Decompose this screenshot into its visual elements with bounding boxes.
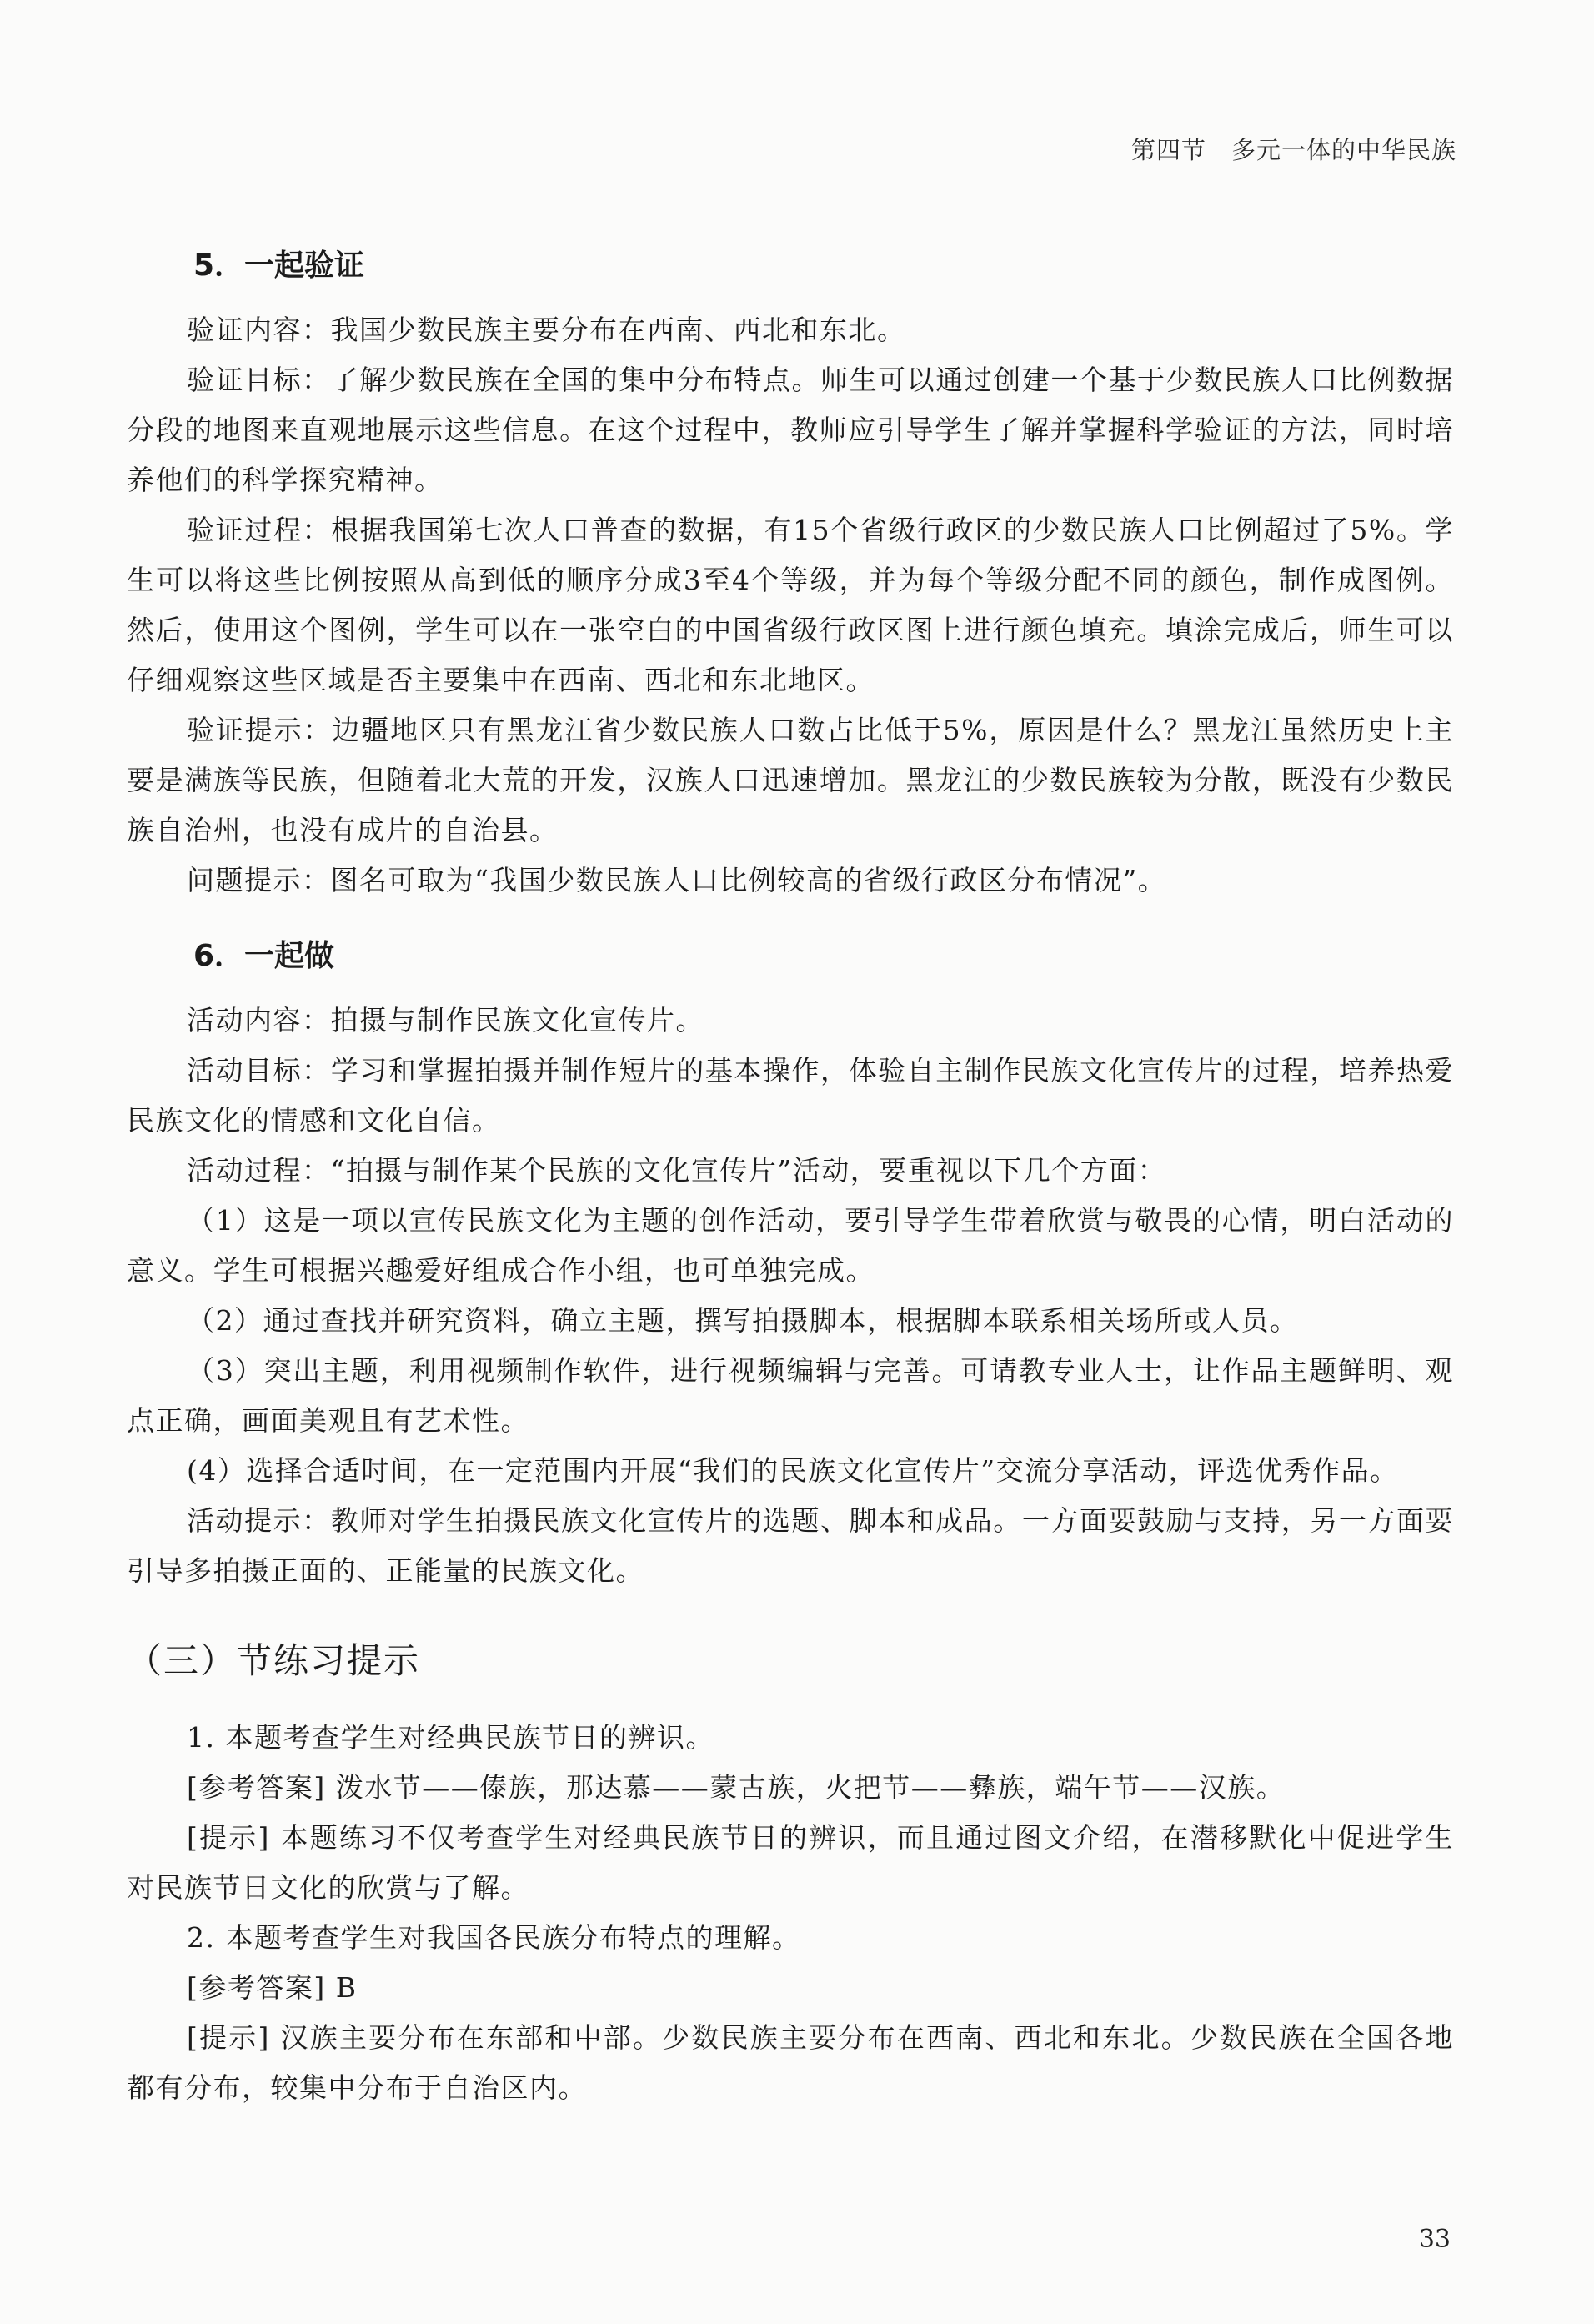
paragraph: [提示] 汉族主要分布在东部和中部。少数民族主要分布在西南、西北和东北。少数民族在全国各地都有分布，较集中分布于自治区内。 xyxy=(127,2021,1454,2104)
page-number: 33 xyxy=(1418,2225,1451,2254)
paragraph: 2. 本题考查学生对我国各民族分布特点的理解。 xyxy=(187,1921,801,1954)
paragraph: 验证目标：了解少数民族在全国的集中分布特点。师生可以通过创建一个基于少数民族人口比例数据分段的地图来直观地展示这些信息。在这个过程中，教师应引导学生了解并掌握科学验证的方法，同时培养他们的科学探究精神。 xyxy=(127,364,1454,496)
paragraph: [提示] 本题练习不仅考查学生对经典民族节日的辨识，而且通过图文介绍，在潜移默化中促进学生对民族节日文化的欣赏与了解。 xyxy=(127,1821,1454,1904)
paragraph: 1. 本题考查学生对经典民族节日的辨识。 xyxy=(187,1721,714,1754)
running-header: 第四节 多元一体的中华民族 xyxy=(1130,136,1456,164)
paragraph: 验证提示：边疆地区只有黑龙江省少数民族人口数占比低于5%，原因是什么？黑龙江虽然历史上主要是满族等民族，但随着北大荒的开发，汉族人口迅速增加。黑龙江的少数民族较为分散，既没有少数民族自治州，也没有成片的自治县。 xyxy=(127,714,1454,846)
paragraph: （3）突出主题，利用视频制作软件，进行视频编辑与完善。可请教专业人士，让作品主题鲜明、观点正确，画面美观且有艺术性。 xyxy=(127,1354,1454,1437)
paragraph: [参考答案] 泼水节——傣族，那达慕——蒙古族，火把节——彝族，端午节——汉族。 xyxy=(187,1771,1286,1804)
paragraph: 问题提示：图名可取为“我国少数民族人口比例较高的省级行政区分布情况”。 xyxy=(187,864,1167,896)
paragraph: （2）通过查找并研究资料，确立主题，撰写拍摄脚本，根据脚本联系相关场所或人员。 xyxy=(187,1304,1299,1337)
paragraph: 活动目标：学习和掌握拍摄并制作短片的基本操作，体验自主制作民族文化宣传片的过程，培养热爱民族文化的情感和文化自信。 xyxy=(127,1054,1454,1137)
paragraph: （1）这是一项以宣传民族文化为主题的创作活动，要引导学生带着欣赏与敬畏的心情，明白活动的意义。学生可根据兴趣爱好组成合作小组，也可单独完成。 xyxy=(127,1204,1454,1287)
section-5-heading: 5．一起验证 xyxy=(193,248,365,283)
section-6-heading: 6．一起做 xyxy=(193,939,335,973)
paragraph: [参考答案] B xyxy=(187,1971,358,2004)
page-content xyxy=(127,237,1454,2113)
paragraph: 活动过程：“拍摄与制作某个民族的文化宣传片”活动，要重视以下几个方面： xyxy=(187,1154,1167,1187)
paragraph: (4）选择合适时间，在一定范围内开展“我们的民族文化宣传片”交流分享活动，评选优秀作品。 xyxy=(187,1454,1399,1487)
exercise-hints-heading: （三）节练习提示 xyxy=(127,1640,421,1681)
paragraph: 活动提示：教师对学生拍摄民族文化宣传片的选题、脚本和成品。一方面要鼓励与支持，另一方面要引导多拍摄正面的、正能量的民族文化。 xyxy=(127,1504,1454,1587)
paragraph: 活动内容：拍摄与制作民族文化宣传片。 xyxy=(187,1004,704,1037)
paragraph: 验证过程：根据我国第七次人口普查的数据，有15个省级行政区的少数民族人口比例超过了5%。学生可以将这些比例按照从高到低的顺序分成3至4个等级，并为每个等级分配不同的颜色，制作成图例。然后，使用这个图例，学生可以在一张空白的中国省级行政区图上进行颜色填充。填涂完成后，师生可以仔细观察这些区域是否主要集中在西南、西北和东北地区。 xyxy=(127,514,1454,696)
paragraph: 验证内容：我国少数民族主要分布在西南、西北和东北。 xyxy=(187,314,906,346)
